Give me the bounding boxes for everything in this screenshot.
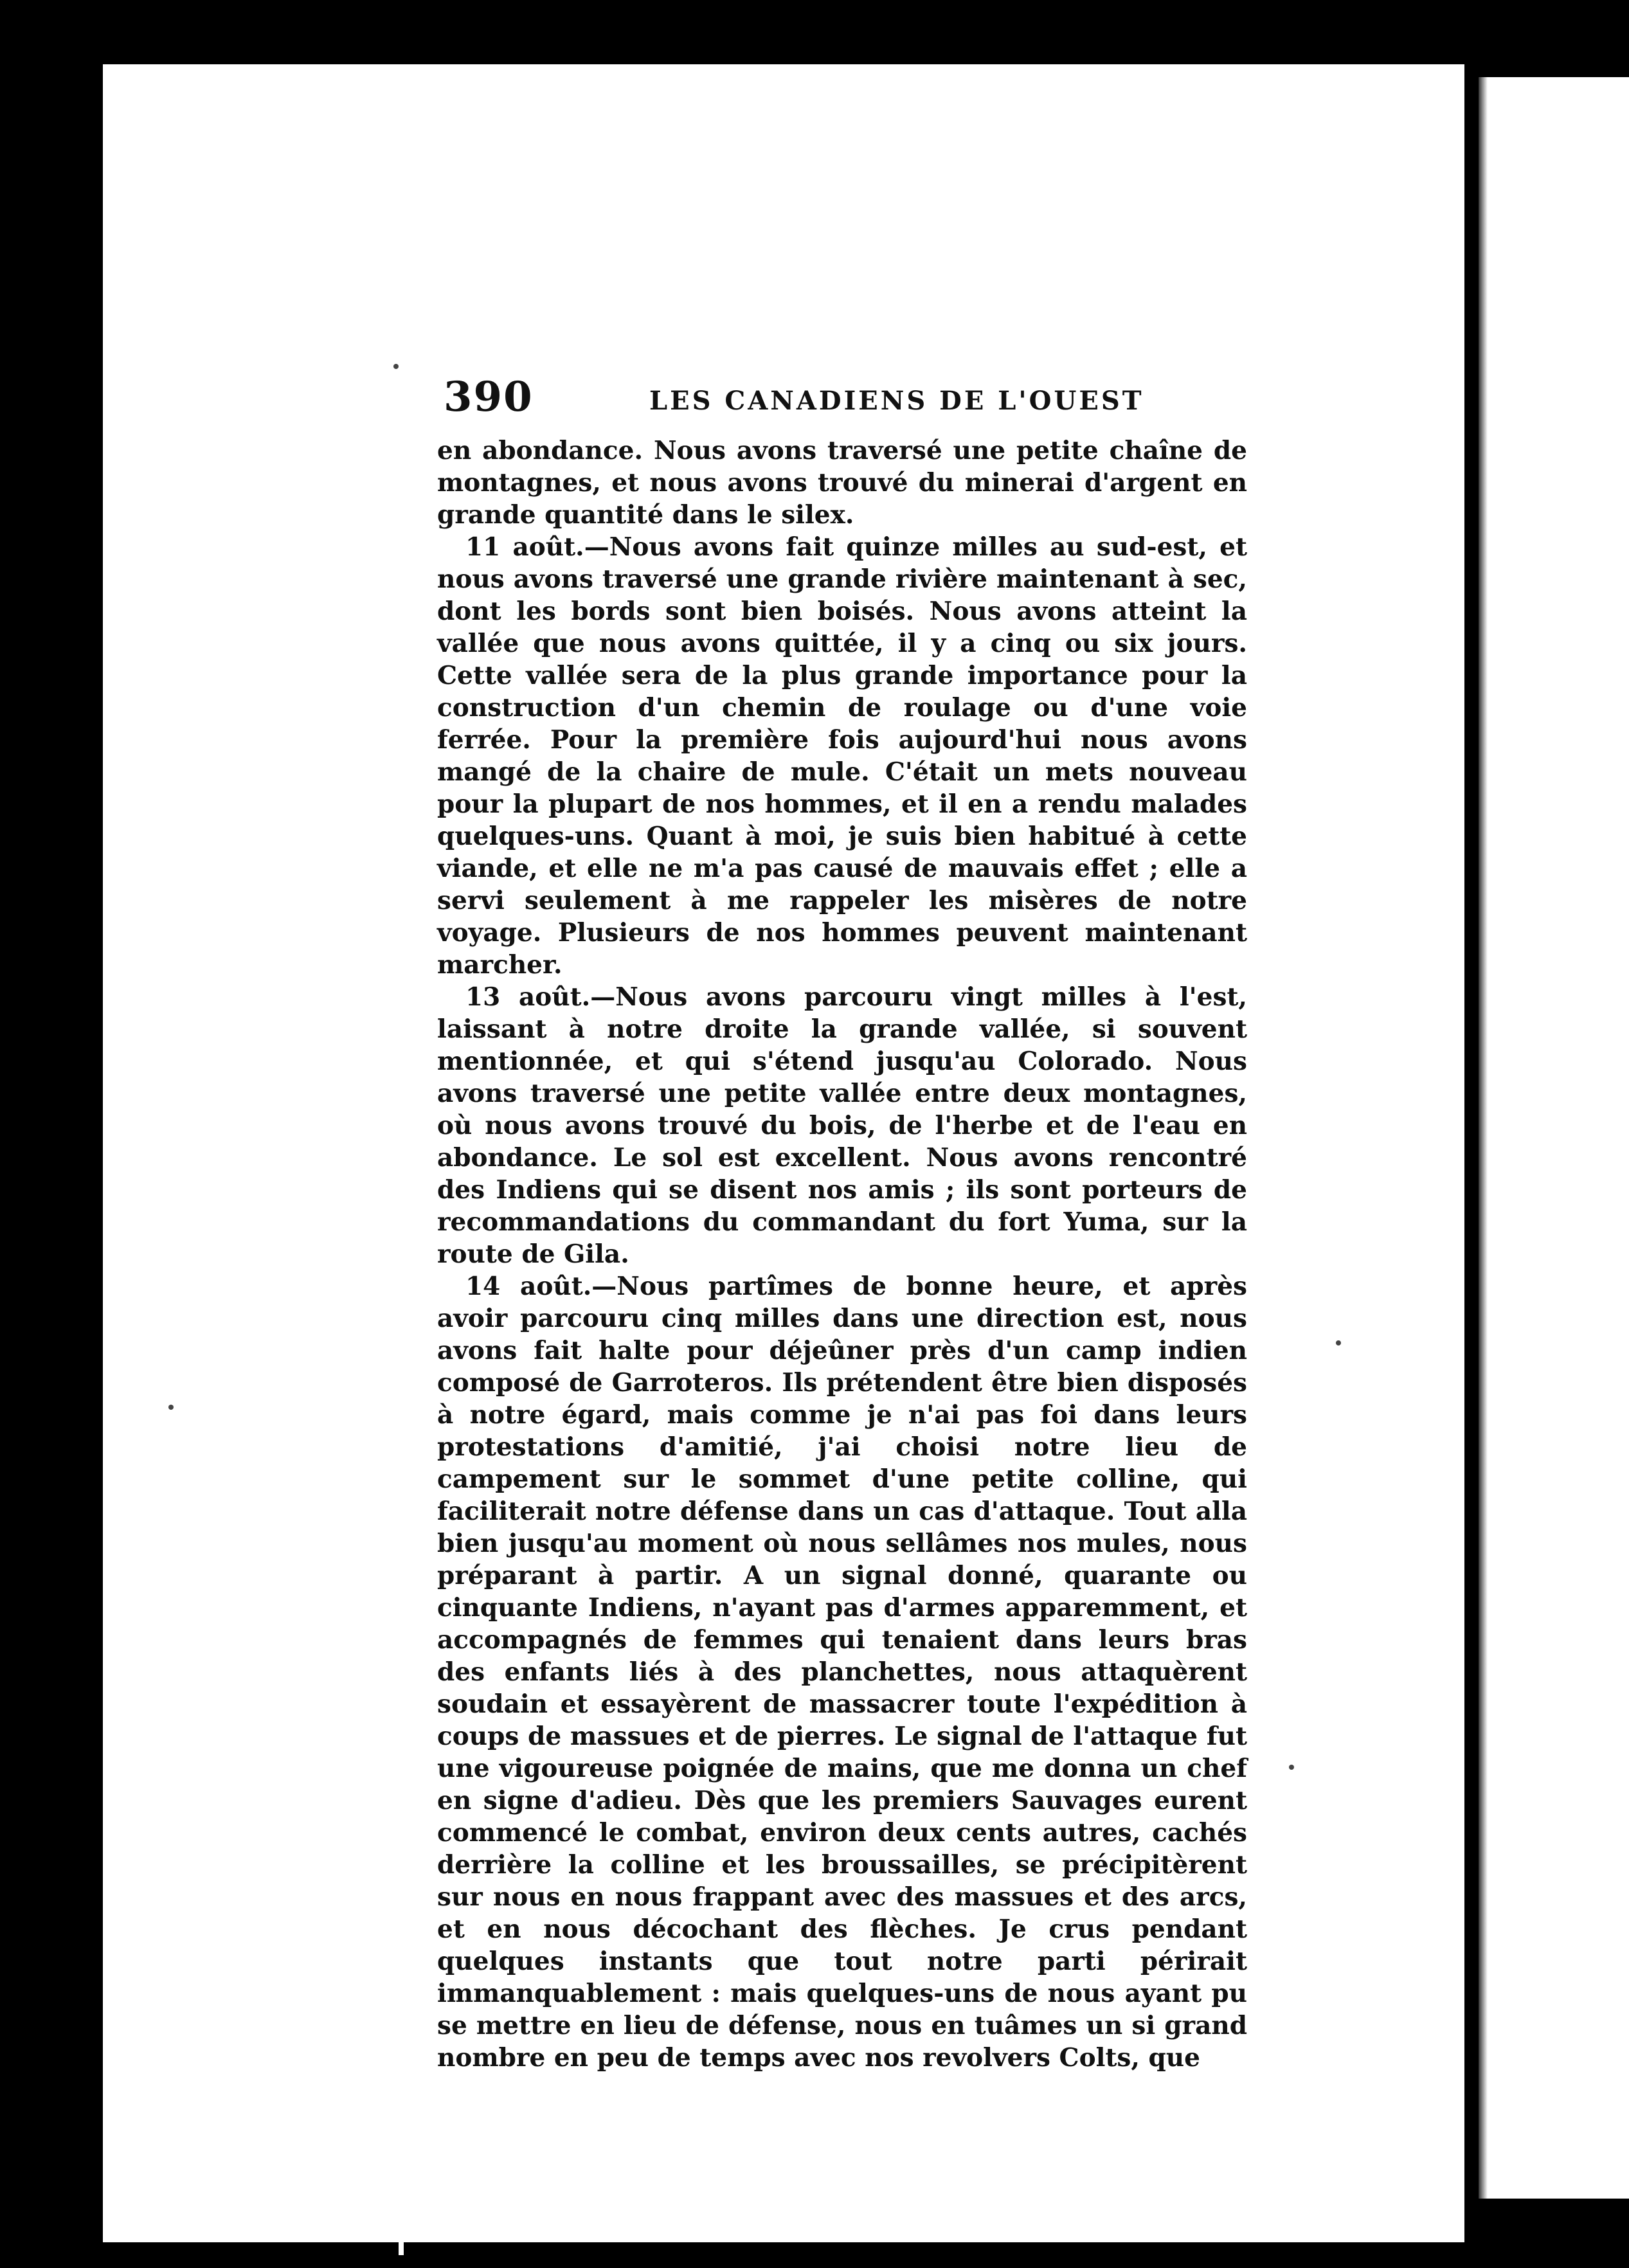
facing-page-edge [1479, 77, 1629, 2199]
page-gutter [1479, 77, 1488, 2199]
paragraph: 13 août.—Nous avons parcouru vingt milles à l'est, laissant à notre droite la grande vallée, si souvent mentionnée, et qui s'étend jusqu'au Colorado. Nous avons traversé une petite vallée entre deux montagnes, où nous avons trouvé du bois, de l'herbe et de l'eau en abondance. Le sol est excellent. Nous avons rencontré des Indiens qui se disent nos amis ; ils sont porteurs de recommandations du commandant du fort Yuma, sur la route de Gila. [437, 982, 1247, 1269]
scan-speck [168, 1405, 174, 1410]
page-number: 390 [444, 373, 534, 421]
scan-speck [1289, 1765, 1294, 1770]
scan-speck [393, 364, 399, 369]
page-header [444, 373, 1254, 424]
scan-corner-mark [399, 2211, 442, 2255]
paragraph: 14 août.—Nous partîmes de bonne heure, et après avoir parcouru cinq milles dans une direction est, nous avons fait halte pour déjeûner près d'un camp indien composé de Garroteros. Ils prétendent être bien disposés à notre égard, mais comme je n'ai pas foi dans leurs protestations d'amitié, j'ai choisi notre lieu de campement sur le sommet d'une petite colline, qui faciliterait notre défense dans un cas d'attaque. Tout alla bien jusqu'au moment où nous sellâmes nos mules, nous préparant à partir. A un signal donné, quarante ou cinquante Indiens, n'ayant pas d'armes apparemment, et accompagnés de femmes qui tenaient dans leurs bras des enfants liés à des planchettes, nous attaquèrent soudain et essayèrent de massacrer toute l'expédition à coups de massues et de pierres. Le signal de l'attaque fut une vigoureuse poignée de mains, que me donna un chef en signe d'adieu. Dès que les premiers Sauvages eurent commencé le combat, environ deux cents autres, cachés derrière la colline et les broussailles, se précipitèrent sur nous en nous frappant avec des massues et des arcs, et en nous décochant des flèches. Je crus pendant quelques instants que tout notre parti périrait immanquablement : mais quelques-uns de nous ayant pu se mettre en lieu de défense, nous en tuâmes un si grand nombre en peu de temps avec nos revolvers Colts, que [437, 1272, 1247, 2073]
running-title: LES CANADIENS DE L'OUEST [649, 386, 1144, 416]
paragraph: 11 août.—Nous avons fait quinze milles au sud-est, et nous avons traversé une grande rivière maintenant à sec, dont les bords sont bien boisés. Nous avons atteint la vallée que nous avons quittée, il y a cinq ou six jours. Cette vallée sera de la plus grande importance pour la construction d'un chemin de roulage ou d'une voie ferrée. Pour la première fois aujourd'hui nous avons mangé de la chaire de mule. C'était un mets nouveau pour la plupart de nos hommes, et il en a rendu malades quelques-uns. Quant à moi, je suis bien habitué à cette viande, et elle ne m'a pas causé de mauvais effet ; elle a servi seulement à me rappeler les misères de notre voyage. Plusieurs de nos hommes peuvent maintenant marcher. [437, 532, 1247, 980]
body-text [437, 435, 1247, 2074]
paragraph: en abondance. Nous avons traversé une petite chaîne de montagnes, et nous avons trouvé du minerai d'argent en grande quantité dans le silex. [437, 436, 1247, 530]
scan-speck [1336, 1340, 1341, 1346]
